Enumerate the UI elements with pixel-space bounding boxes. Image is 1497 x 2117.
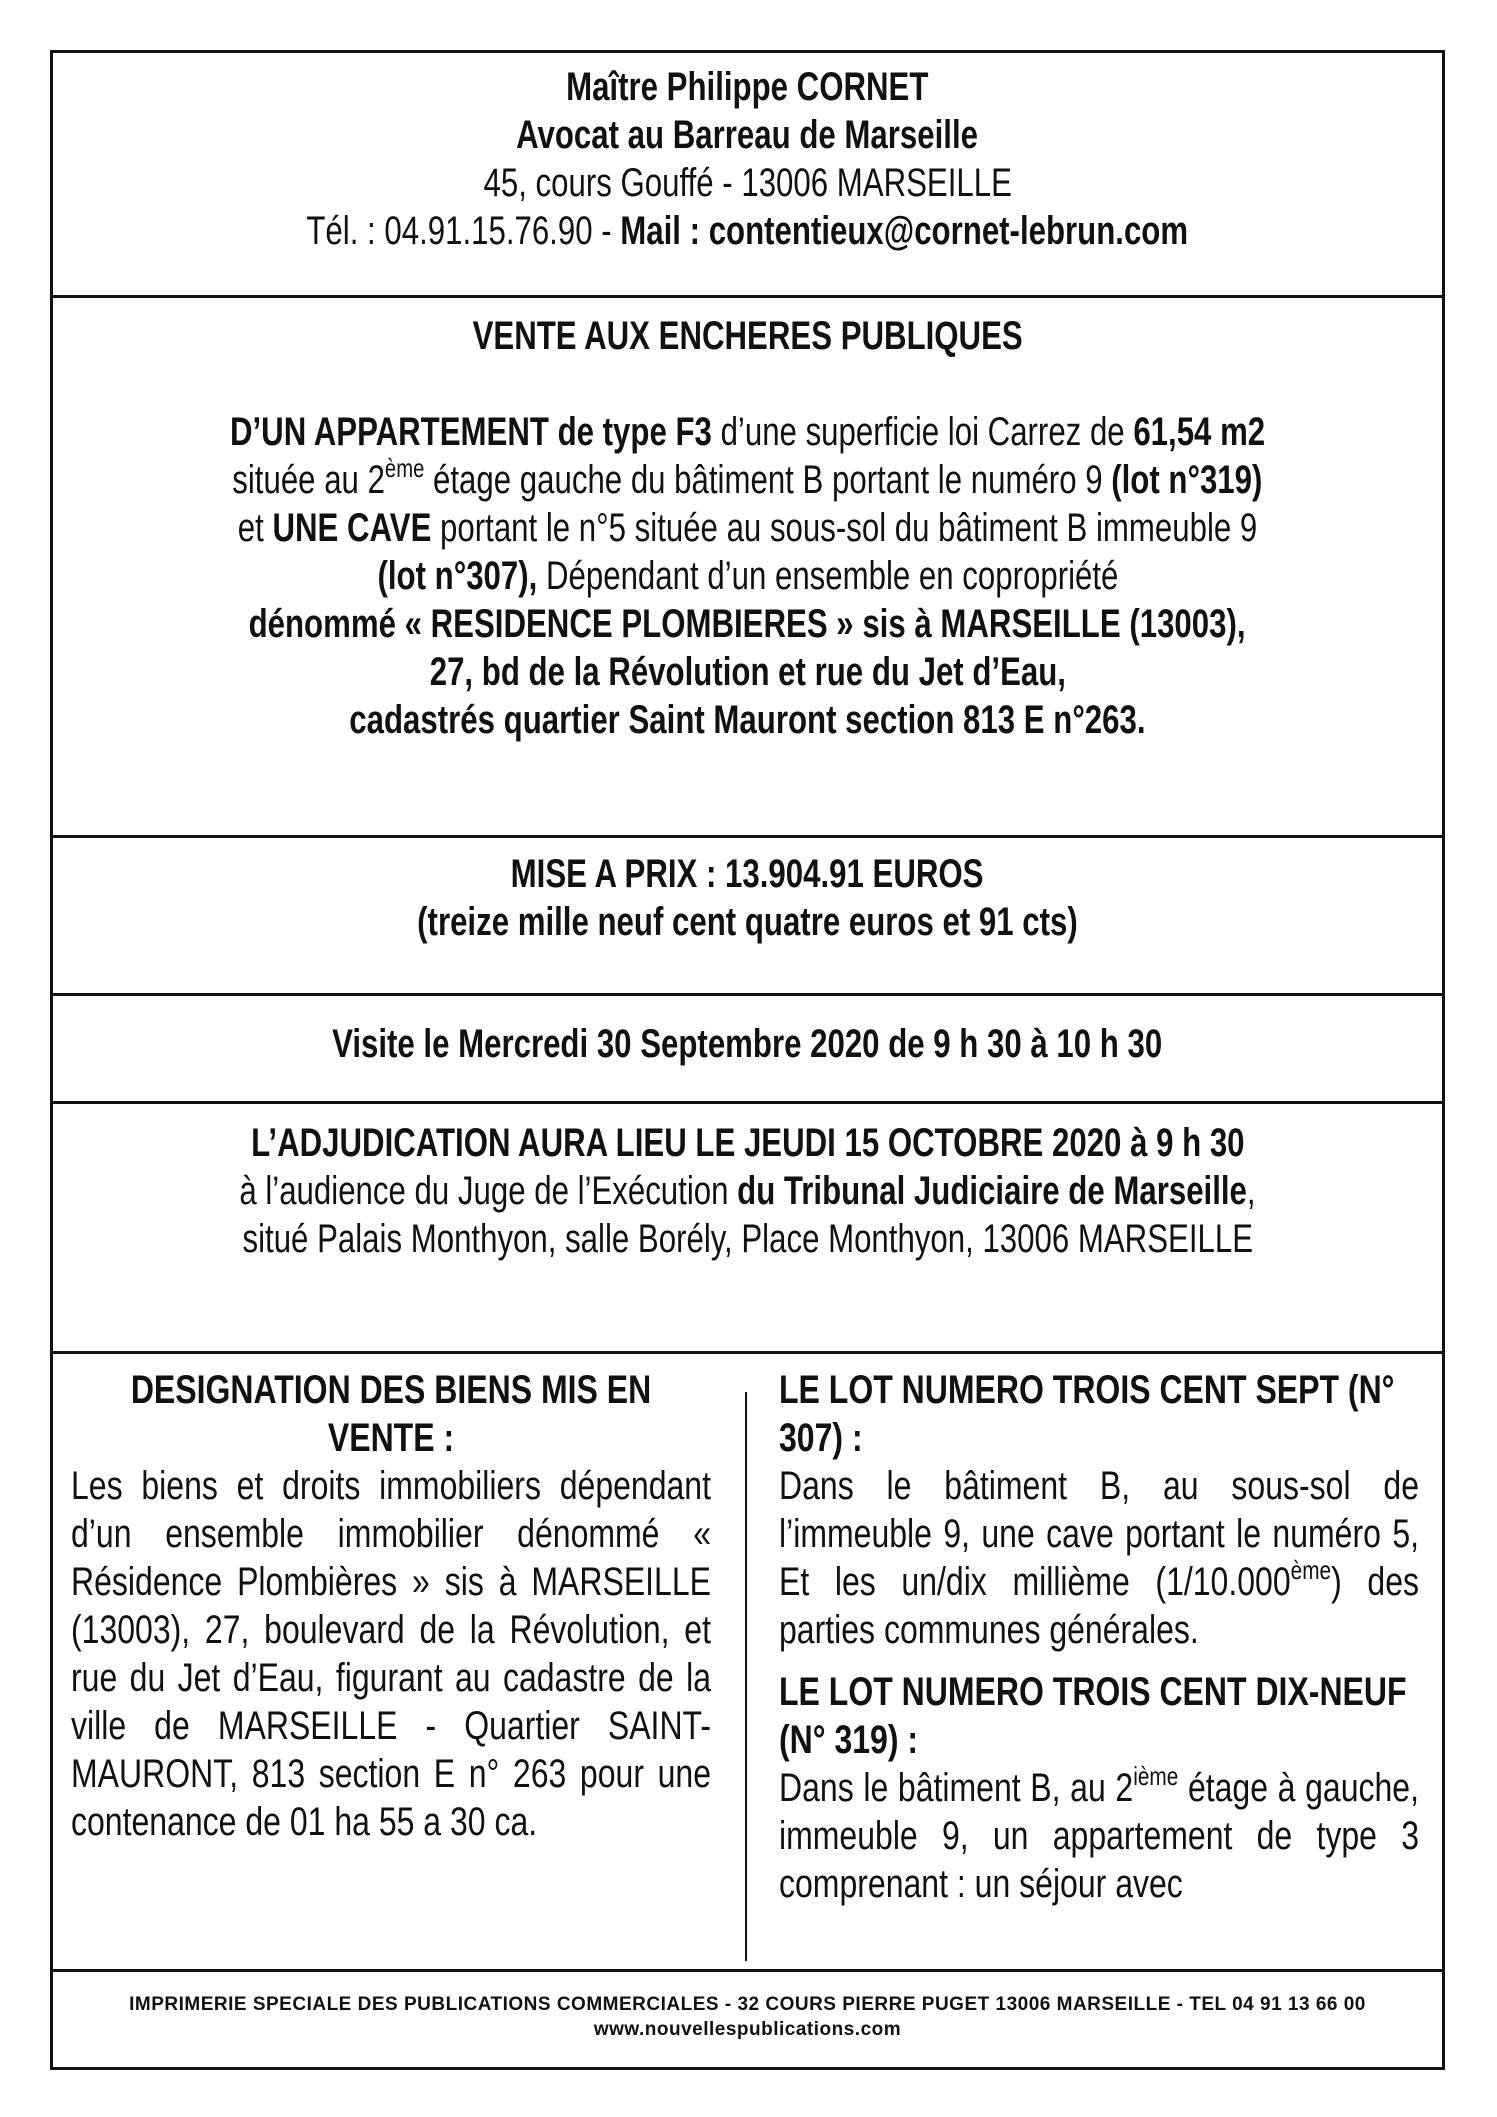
- sale-l3-t2: portant le n°5 située au sous-sol du bâtiment B immeuble 9: [431, 506, 1258, 550]
- sale-l4-b1: (lot n°307),: [377, 554, 537, 598]
- price-words: (treize mille neuf cent quatre euros et 91 cts): [417, 900, 1078, 944]
- lot-319-body-2: étage à gauche, immeuble 9, un appartement de type 3 comprenant : un séjour avec: [779, 1766, 1419, 1906]
- price-amount: MISE A PRIX : 13.904.91 EUROS: [511, 852, 984, 896]
- sale-l2-b1: (lot n°319): [1111, 458, 1263, 502]
- adjudication-court: [239, 1167, 1255, 1215]
- adjudication-l2-bold: du Tribunal Judiciaire de Marseille: [737, 1169, 1247, 1213]
- designation-section: [53, 1354, 1442, 1972]
- lawyer-title: Avocat au Barreau de Marseille: [516, 113, 979, 157]
- lot-307-body: [779, 1462, 1419, 1654]
- visit-section: [53, 996, 1442, 1104]
- lot-307-body-1: Dans le bâtiment B, au sous-sol de l’immeuble 9, une cave portant le numéro 5, Et les un/dix millième (1/10.000: [779, 1464, 1419, 1604]
- designation-heading: [71, 1366, 711, 1462]
- lot-319-body: [779, 1760, 1419, 1908]
- sale-l2-sup: ème: [385, 452, 425, 483]
- adjudication-l2-end: ,: [1246, 1169, 1256, 1213]
- lawyer-phone: Tél. : 04.91.15.76.90 -: [306, 209, 621, 253]
- sale-l3-t1: et: [237, 506, 273, 550]
- printer-website[interactable]: www.nouvellespublications.com: [593, 2019, 902, 2040]
- designation-body: Les biens et droits immobiliers dépendant d’un ensemble immobilier dénommé « Résidence Plombières » sis à MARSEILLE (13003), 27, boulevard de la Révolution, et rue du Jet d’Eau, figurant au cadastre de la ville de MARSEILLE - Quartier SAINT-MAURONT, 813 section E n° 263 pour une contenance de 01 ha 55 a 30 ca.: [71, 1464, 711, 1844]
- adjudication-section: [53, 1104, 1442, 1354]
- sale-section: [53, 298, 1442, 838]
- sale-line-4: [377, 552, 1118, 600]
- sale-l2-t2: étage gauche du bâtiment B portant le numéro 9: [424, 458, 1112, 502]
- sale-l1-b2: 61,54 m2: [1133, 410, 1266, 454]
- lot-319-body-sup: ième: [1133, 1760, 1179, 1791]
- lot-319-body-1: Dans le bâtiment B, au 2: [779, 1766, 1134, 1810]
- designation-heading-1: DESIGNATION DES BIENS MIS EN: [130, 1368, 652, 1412]
- sale-line-2: [232, 452, 1263, 504]
- designation-heading-2: VENTE :: [327, 1416, 455, 1460]
- sale-line-6: 27, bd de la Révolution et rue du Jet d’Eau,: [429, 650, 1066, 694]
- adjudication-l2-text: à l’audience du Juge de l’Exécution: [239, 1169, 738, 1213]
- sale-l3-b1: UNE CAVE: [272, 506, 432, 550]
- printer-footer: [53, 1972, 1442, 2067]
- adjudication-date: L’ADJUDICATION AURA LIEU LE JEUDI 15 OCTOBRE 2020 à 9 h 30: [250, 1121, 1245, 1165]
- notice-frame: [50, 50, 1445, 2070]
- sale-line-1: [230, 408, 1265, 456]
- lawyer-address: 45, cours Gouffé - 13006 MARSEILLE: [483, 161, 1012, 205]
- lot-307-heading: LE LOT NUMERO TROIS CENT SEPT (N° 307) :: [779, 1368, 1395, 1460]
- designation-column: [71, 1366, 711, 1846]
- sale-line-3: [238, 504, 1257, 552]
- lot-319-heading: LE LOT NUMERO TROIS CENT DIX-NEUF (N° 319) :: [779, 1670, 1407, 1762]
- lawyer-contact: [307, 207, 1189, 255]
- lots-column: [779, 1366, 1419, 1908]
- adjudication-place: situé Palais Monthyon, salle Borély, Place Monthyon, 13006 MARSEILLE: [242, 1217, 1253, 1261]
- sale-line-5: dénommé « RESIDENCE PLOMBIERES » sis à MARSEILLE (13003),: [249, 602, 1246, 646]
- lot-307-body-2: ) des parties communes générales.: [779, 1560, 1419, 1652]
- visit-line: Visite le Mercredi 30 Septembre 2020 de 9 h 30 à 10 h 30: [332, 1022, 1163, 1066]
- lawyer-mail: Mail : contentieux@cornet-lebrun.com: [620, 209, 1189, 253]
- sale-l1-t1: d’une superficie loi Carrez de: [711, 410, 1134, 454]
- printer-info: IMPRIMERIE SPECIALE DES PUBLICATIONS COMMERCIALES - 32 COURS PIERRE PUGET 13006 MARSEILLE - TEL 04 91 13 66 00: [129, 1994, 1366, 2015]
- sale-l1-b1: D’UN APPARTEMENT de type F3: [229, 410, 712, 454]
- sale-line-7: cadastrés quartier Saint Mauront section 813 E n°263.: [349, 698, 1146, 742]
- sale-l4-t1: Dépendant d’un ensemble en copropriété: [536, 554, 1118, 598]
- lawyer-name: Maître Philippe CORNET: [566, 65, 929, 109]
- sale-heading: VENTE AUX ENCHERES PUBLIQUES: [472, 314, 1023, 358]
- sale-l2-t1: située au 2: [232, 458, 386, 502]
- price-section: [53, 838, 1442, 996]
- column-divider: [745, 1392, 747, 1961]
- lot-307-body-sup: ème: [1290, 1554, 1332, 1585]
- lawyer-header: [53, 53, 1442, 298]
